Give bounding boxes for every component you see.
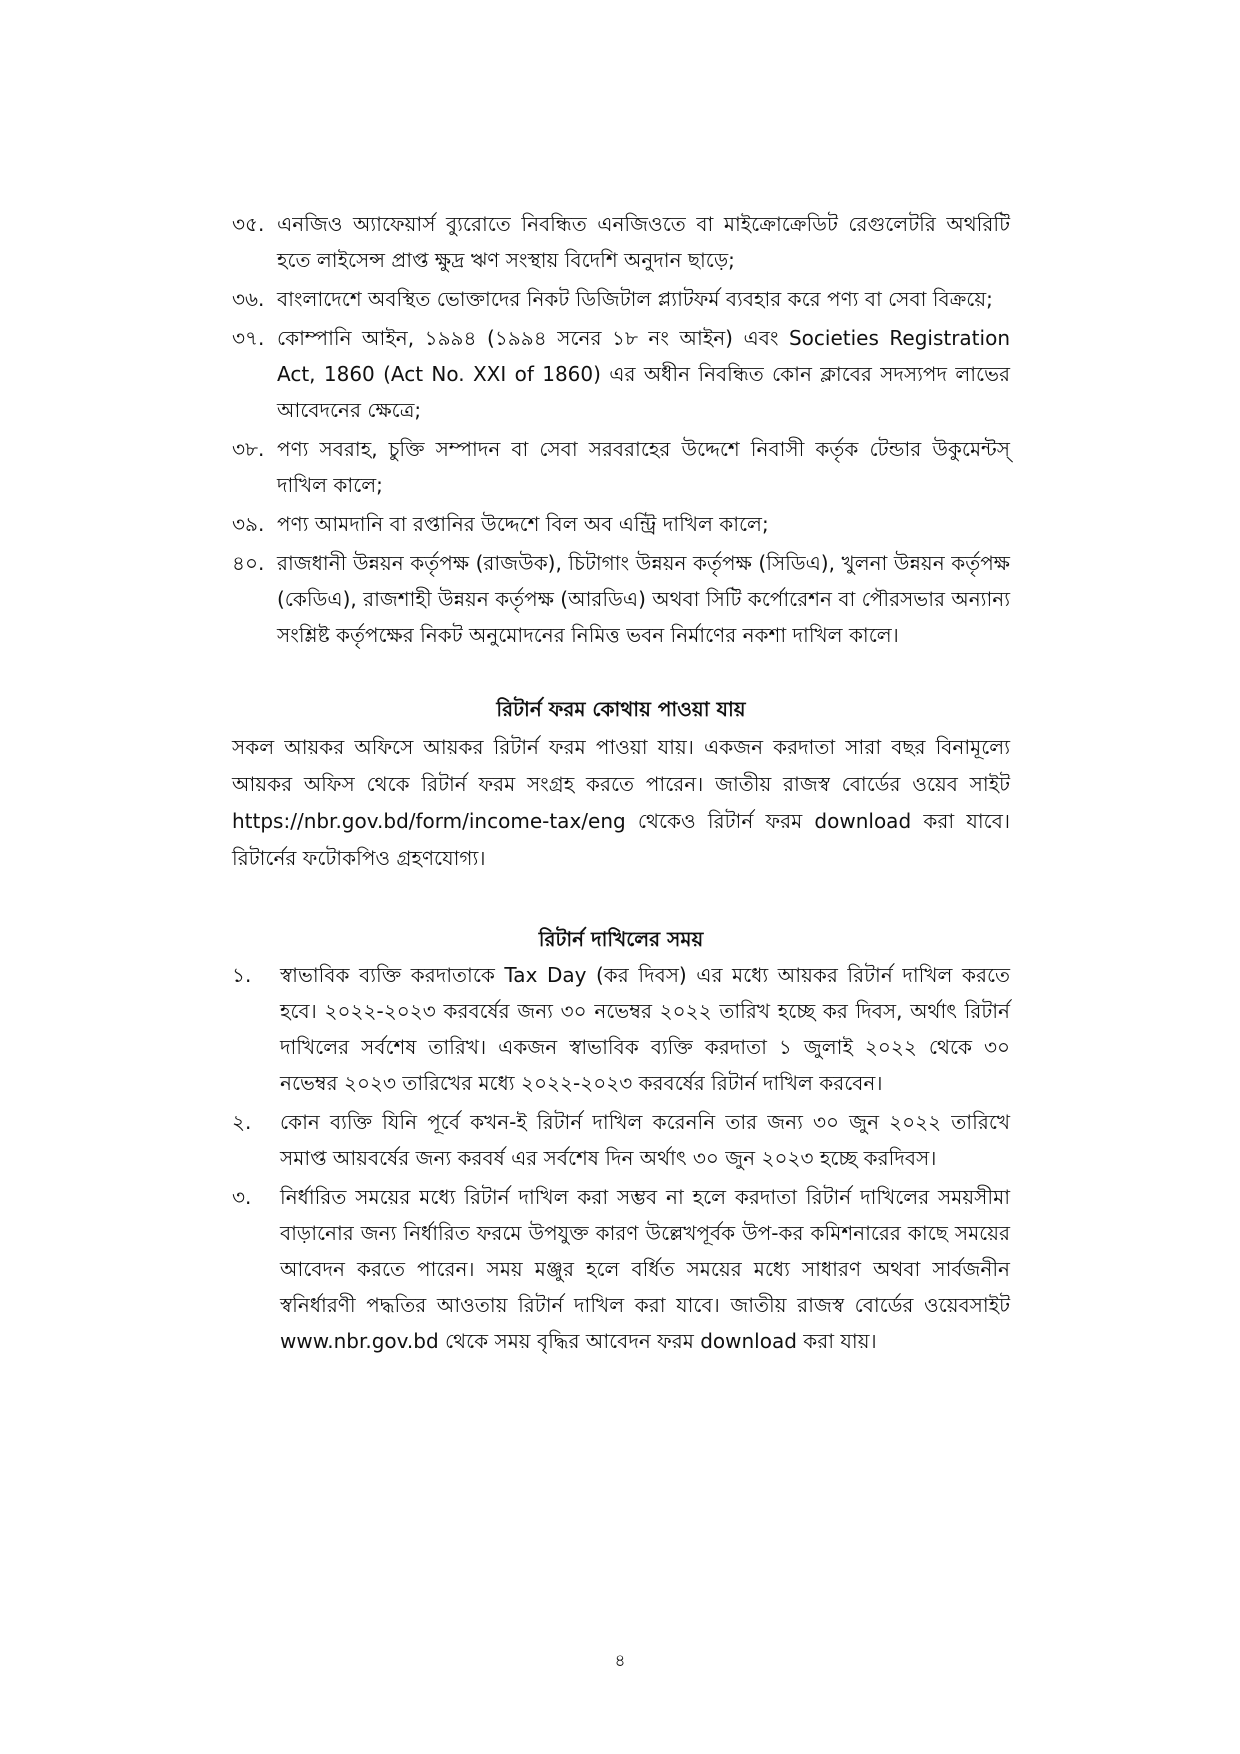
list-item <box>232 281 1010 317</box>
item-number: ১. <box>232 963 252 987</box>
item-number: ৩৮. <box>232 437 265 461</box>
page-number: ৪ <box>614 1651 626 1671</box>
filing-time-list <box>232 957 1010 1359</box>
list-item <box>232 1104 1010 1176</box>
section-heading-return-form: রিটার্ন ফরম কোথায় পাওয়া যায় <box>496 697 746 721</box>
list-item <box>232 545 1010 653</box>
item-text: রাজধানী উন্নয়ন কর্তৃপক্ষ (রাজউক), চিটাগাং উন্নয়ন কর্তৃপক্ষ (সিডিএ), খুলনা উন্নয়ন কর্তৃপক্ষ (কেডিএ), রাজশাহী উন্নয়ন কর্তৃপক্ষ (আরডিএ) অথবা সিটি কর্পোরেশন বা পৌরসভার অন্যান্য সংশ্লিষ্ট কর্তৃপক্ষের নিকট অনুমোদনের নিমিত্ত ভবন নির্মাণের নকশা দাখিল কালে। <box>277 551 1010 647</box>
item-text: এনজিও অ্যাফেয়ার্স ব্যুরোতে নিবন্ধিত এনজিওতে বা মাইক্রোক্রেডিট রেগুলেটরি অথরিটি হতে লাইসেন্স প্রাপ্ত ক্ষুদ্র ঋণ সংস্থায় বিদেশি অনুদান ছাড়ে; <box>277 212 1010 272</box>
item-text: নির্ধারিত সময়ের মধ্যে রিটার্ন দাখিল করা সম্ভব না হলে করদাতা রিটার্ন দাখিলের সময়সীমা বাড়ানোর জন্য নির্ধারিত ফরমে উপযুক্ত কারণ উল্লেখপূর্বক উপ-কর কমিশনারের কাছে সময়ের আবেদন করতে পারেন। সময় মঞ্জুর হলে বর্ধিত সময়ের মধ্যে সাধারণ অথবা সার্বজনীন স্বনির্ধারণী পদ্ধতির আওতায় রিটার্ন দাখিল করা যাবে। জাতীয় রাজস্ব বোর্ডের ওয়েবসাইট www.nbr.gov.bd থেকে সময় বৃদ্ধির আবেদন ফরম download করা যায়। <box>280 1185 1010 1353</box>
section-heading-filing-time: রিটার্ন দাখিলের সময় <box>538 927 704 951</box>
page-content <box>232 206 1010 1362</box>
item-text: কোম্পানি আইন, ১৯৯৪ (১৯৯৪ সনের ১৮ নং আইন) এবং Societies Registration Act, 1860 (Act No. XXI of 1860) এর অধীন নিবন্ধিত কোন ক্লাবের সদস্যপদ লাভের আবেদনের ক্ষেত্রে; <box>277 326 1010 422</box>
list-top <box>232 206 1010 653</box>
item-number: ২. <box>232 1110 252 1134</box>
item-number: ৩৫. <box>232 212 265 236</box>
item-number: ৩৬. <box>232 287 265 311</box>
item-text: স্বাভাবিক ব্যক্তি করদাতাকে Tax Day (কর দিবস) এর মধ্যে আয়কর রিটার্ন দাখিল করতে হবে। ২০২২-২০২৩ করবর্ষের জন্য ৩০ নভেম্বর ২০২২ তারিখ হচ্ছে কর দিবস, অর্থাৎ রিটার্ন দাখিলের সর্বশেষ তারিখ। একজন স্বাভাবিক ব্যক্তি করদাতা ১ জুলাই ২০২২ থেকে ৩০ নভেম্বর ২০২৩ তারিখের মধ্যে ২০২২-২০২৩ করবর্ষের রিটার্ন দাখিল করবেন। <box>280 963 1010 1095</box>
item-text: পণ্য আমদানি বা রপ্তানির উদ্দেশে বিল অব এন্ট্রি দাখিল কালে; <box>277 512 769 536</box>
item-number: ৪০. <box>232 551 265 575</box>
list-item <box>232 206 1010 278</box>
list-item <box>232 506 1010 542</box>
item-number: ৩৭. <box>232 326 265 350</box>
list-item <box>232 431 1010 503</box>
return-form-paragraph: সকল আয়কর অফিসে আয়কর রিটার্ন ফরম পাওয়া যায়। একজন করদাতা সারা বছর বিনামূল্যে আয়কর অফিস থেকে রিটার্ন ফরম সংগ্রহ করতে পারেন। জাতীয় রাজস্ব বোর্ডের ওয়েব সাইট https://nbr.gov.bd/form/income-tax/eng থেকেও রিটার্ন ফরম download করা যাবে। রিটার্নের ফটোকপিও গ্রহণযোগ্য। <box>232 735 1010 870</box>
item-text: বাংলাদেশে অবস্থিত ভোক্তাদের নিকট ডিজিটাল প্ল্যাটফর্ম ব্যবহার করে পণ্য বা সেবা বিক্রয়ে; <box>277 287 993 311</box>
list-item <box>232 1179 1010 1359</box>
list-item <box>232 957 1010 1101</box>
item-number: ৩. <box>232 1185 252 1209</box>
item-number: ৩৯. <box>232 512 265 536</box>
item-text: কোন ব্যক্তি যিনি পূর্বে কখন-ই রিটার্ন দাখিল করেননি তার জন্য ৩০ জুন ২০২২ তারিখে সমাপ্ত আয়বর্ষের জন্য করবর্ষ এর সর্বশেষ দিন অর্থাৎ ৩০ জুন ২০২৩ হচ্ছে করদিবস। <box>280 1110 1010 1170</box>
list-item <box>232 320 1010 428</box>
item-text: পণ্য সবরাহ, চুক্তি সম্পাদন বা সেবা সরবরাহের উদ্দেশে নিবাসী কর্তৃক টেন্ডার উকুমেন্টস্ দাখিল কালে; <box>277 437 1010 497</box>
